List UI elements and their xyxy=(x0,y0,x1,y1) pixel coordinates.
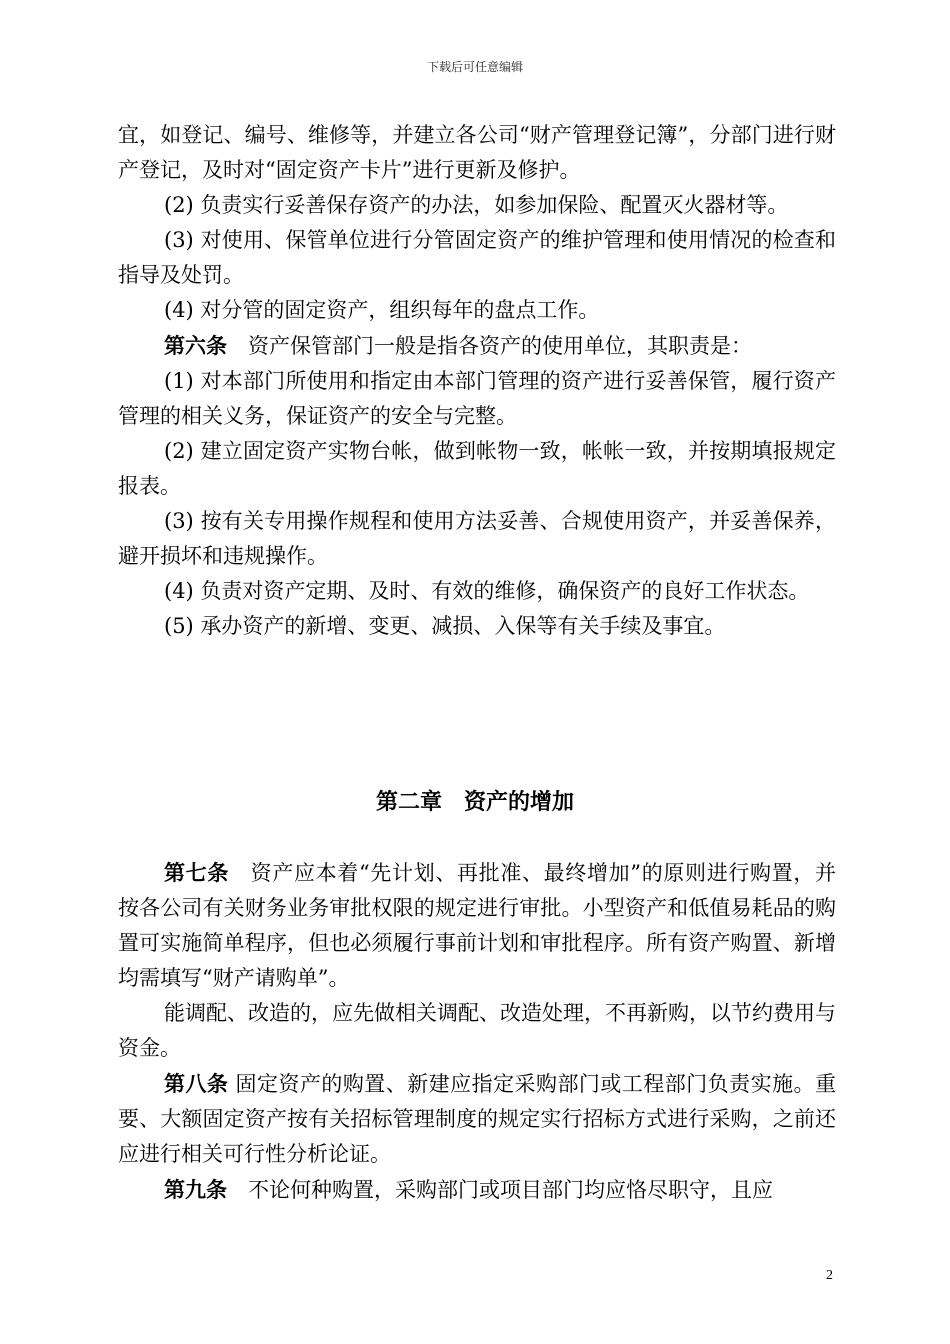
article-6-item-3: (3) 按有关专用操作规程和使用方法妥善、合规使用资产，并妥善保养，避开损坏和违规操作。 xyxy=(118,509,836,568)
section-1 xyxy=(118,118,836,644)
article-8 xyxy=(118,1066,836,1172)
chapter-title: 第二章 资产的增加 xyxy=(375,789,574,815)
paragraph-continuation: 宜，如登记、编号、维修等，并建立各公司“财产管理登记簿”，分部门进行财产登记，及时对“固定资产卡片”进行更新及修护。 xyxy=(118,123,836,182)
article-6-label: 第六条 xyxy=(164,333,227,358)
article-6-item-4: (4) 负责对资产定期、及时、有效的维修，确保资产的良好工作状态。 xyxy=(164,579,810,603)
article-7-paragraph-2: 能调配、改造的，应先做相关调配、改造处理，不再新购，以节约费用与资金。 xyxy=(118,1001,836,1060)
paragraph-item-2: (2) 负责实行妥善保存资产的办法，如参加保险、配置灭火器材等。 xyxy=(164,193,789,217)
article-6-item-2: (2) 建立固定资产实物台帐，做到帐物一致，帐帐一致，并按期填报规定报表。 xyxy=(118,439,836,498)
article-8-text: 固定资产的购置、新建应指定采购部门或工程部门负责实施。重要、大额固定资产按有关招标管理制度的规定实行招标方式进行采购，之前还应进行相关可行性分析论证。 xyxy=(118,1072,836,1166)
article-6-text: 资产保管部门一般是指各资产的使用单位，其职责是： xyxy=(227,334,752,358)
article-6-item-5: (5) 承办资产的新增、变更、减损、入保等有关手续及事宜。 xyxy=(164,614,726,638)
article-7-text: 资产应本着“先计划、再批准、最终增加”的原则进行购置，并按各公司有关财务业务审批权限的规定进行审批。小型资产和低值易耗品的购置可实施简单程序，但也必须履行事前计划和审批程序。所有资产购置、新增均需填写“财产请购单”。 xyxy=(118,861,836,990)
article-6 xyxy=(118,328,836,364)
article-8-label: 第八条 xyxy=(164,1071,229,1096)
article-7 xyxy=(118,855,836,996)
article-9-text: 不论何种购置，采购部门或项目部门均应恪尽职守，且应 xyxy=(227,1178,773,1202)
section-2 xyxy=(118,855,836,1208)
article-7-label: 第七条 xyxy=(164,860,229,885)
page-number: 2 xyxy=(826,1268,833,1283)
paragraph-item-3: (3) 对使用、保管单位进行分管固定资产的维护管理和使用情况的检查和指导及处罚。 xyxy=(118,228,836,287)
paragraph-item-4: (4) 对分管的固定资产，组织每年的盘点工作。 xyxy=(164,298,600,322)
article-9 xyxy=(118,1172,836,1208)
article-6-item-1: (1) 对本部门所使用和指定由本部门管理的资产进行妥善保管，履行资产管理的相关义务，保证资产的安全与完整。 xyxy=(118,369,836,428)
page-header: 下载后可任意编辑 xyxy=(426,60,523,74)
article-9-label: 第九条 xyxy=(164,1177,227,1202)
